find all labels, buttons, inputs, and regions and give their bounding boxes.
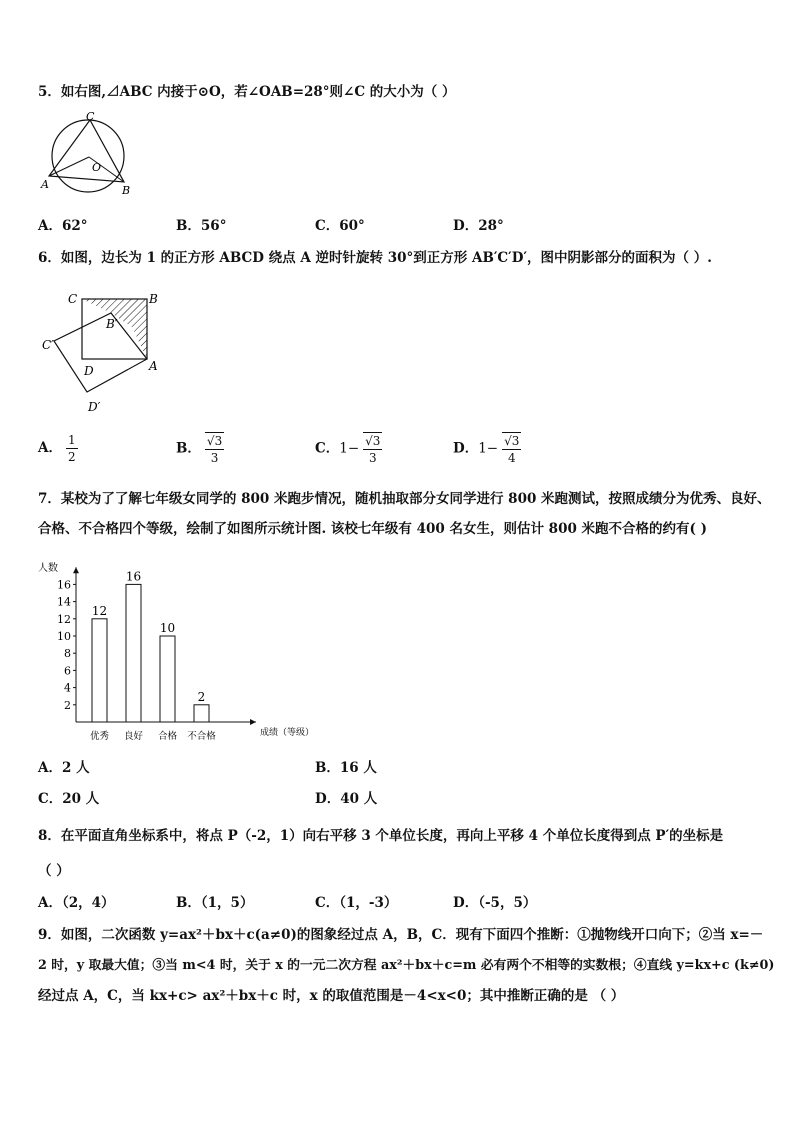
x-tick-label: 合格	[157, 731, 178, 742]
q5-label-b: B	[122, 184, 131, 197]
q7-option-d: D．40 人	[315, 791, 378, 807]
q5-option-b: B．56°	[176, 218, 227, 234]
q8-option-a: A．（2，4）	[38, 895, 115, 911]
y-tick-label: 4	[64, 681, 71, 695]
y-tick-label: 12	[57, 612, 71, 626]
q5-circle-figure	[38, 110, 138, 196]
bar	[92, 619, 107, 722]
q6-label-d: D	[84, 364, 94, 378]
y-tick-label: 6	[64, 664, 71, 678]
x-tick-label: 不合格	[187, 731, 216, 742]
y-tick-label: 10	[57, 630, 71, 643]
q6-square-figure	[38, 286, 168, 418]
x-axis-arrow	[250, 719, 256, 725]
q7-option-b: B．16 人	[315, 760, 377, 776]
q9-text-line2: 2 时，y 取最大值；③当 m<4 时，关于 x 的一元二次方程 ax²＋bx＋c=m 必有两个不相等的实数根；④直线 y=kx+c (k≠0)	[38, 958, 775, 973]
q9-text-line1: 9．如图，二次函数 y=ax²＋bx＋c(a≠0)的图象经过点 A，B，C．现有下面四个推断：①抛物线开口向下；②当 x=－	[38, 927, 764, 943]
x-axis-label: 成绩（等级）	[260, 728, 315, 738]
q7-option-c: C．20 人	[38, 791, 100, 807]
bar	[160, 636, 175, 722]
q5-label-o: O	[92, 161, 102, 174]
data-label: 10	[159, 621, 176, 635]
q8-option-b: B．（1，5）	[176, 895, 254, 911]
q5-text: 5．如右图,⊿ABC 内接于⊙O，若∠OAB=28°则∠C 的大小为（ ）	[38, 84, 456, 100]
y-tick-label: 2	[64, 698, 71, 712]
q5-option-a: A．62°	[38, 218, 88, 234]
q7-text-line1: 7．某校为了了解七年级女同学的 800 米跑步情况，随机抽取部分女同学进行 800 米跑测试，按照成绩分为优秀、良好、	[38, 491, 771, 507]
x-tick-label: 优秀	[89, 731, 110, 742]
q6-option-b: B． $\frac{√3}{3}$	[176, 434, 223, 465]
q9-text-line3: 经过点 A，C，当 kx+c> ax²＋bx＋c 时，x 的取值范围是－4<x<0；其中推断正确的是 （ ）	[38, 988, 625, 1004]
q5-label-a: A	[41, 178, 49, 191]
q6-label-c: C	[68, 292, 78, 306]
q6-label-cprime: C′	[42, 338, 54, 352]
q6-label-dprime: D′	[88, 400, 101, 414]
data-label: 2	[197, 689, 206, 704]
q6-label-b: B	[149, 292, 158, 306]
q8-paren: （ ）	[38, 863, 70, 879]
q8-text: 8．在平面直角坐标系中，将点 P（-2，1）向右平移 3 个单位长度，再向上平移 4 个单位长度得到点 P′的坐标是	[38, 828, 724, 844]
data-label: 16	[125, 569, 142, 584]
data-label: 12	[91, 603, 108, 618]
q7-text-line2: 合格、不合格四个等级，绘制了如图所示统计图. 该校七年级有 400 名女生，则估计 800 米跑不合格的约有( )	[38, 521, 708, 537]
q6-label-bprime: B′	[106, 317, 118, 331]
q6-option-c: C．1− $\frac{√3}{3}$	[315, 434, 381, 465]
q6-option-d: D．1− $\frac{√3}{4}$	[453, 434, 520, 465]
q5-label-c: C	[86, 110, 95, 123]
y-tick-label: 8	[64, 647, 71, 661]
y-tick-label: 16	[57, 578, 71, 592]
q7-option-a: A．2 人	[38, 760, 90, 776]
y-axis-arrow	[73, 567, 79, 573]
bar	[126, 584, 141, 722]
q5-option-d: D．28°	[453, 218, 504, 234]
q8-option-c: C．（1，-3）	[315, 895, 398, 911]
q8-option-d: D．（-5，5）	[453, 895, 537, 911]
q6-option-a: A． $\frac{1}{2}$	[38, 433, 76, 464]
y-tick-label: 14	[57, 595, 71, 609]
bar-chart	[36, 556, 315, 748]
bar	[194, 705, 209, 722]
q6-label-a: A	[149, 359, 158, 373]
y-axis-label: 人数	[38, 563, 58, 575]
q5-option-c: C．60°	[315, 218, 365, 234]
q6-text: 6．如图，边长为 1 的正方形 ABCD 绕点 A 逆时针旋转 30°到正方形 AB′C′D′，图中阴影部分的面积为（ ）.	[38, 250, 712, 266]
x-tick-label: 良好	[123, 731, 144, 742]
